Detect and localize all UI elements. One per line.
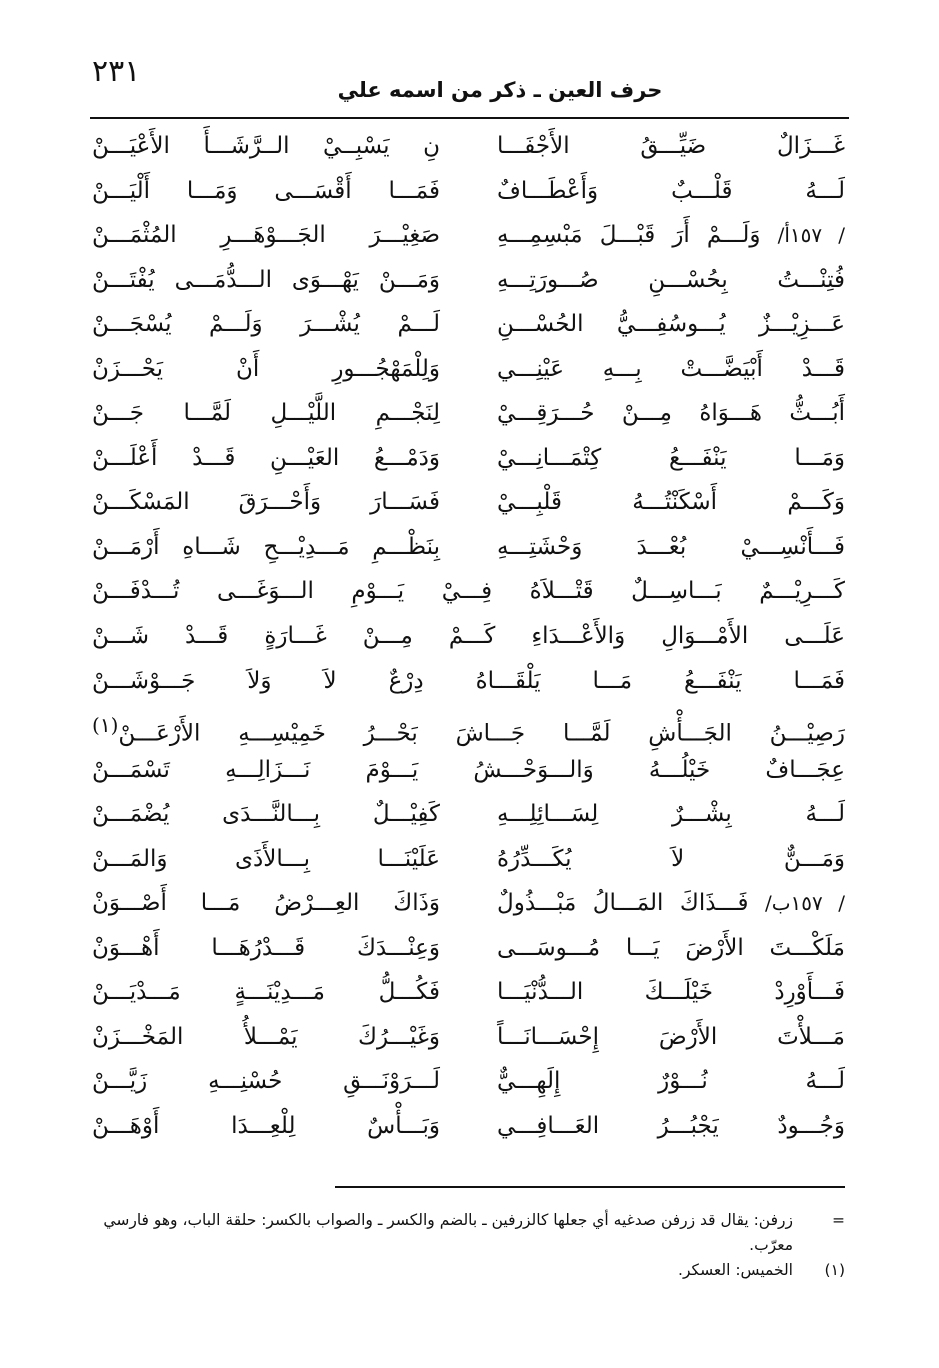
footnote — [90, 1208, 845, 1258]
first-hemistich — [497, 970, 845, 1014]
second-hemistich: صَغِيْـــرَ الجَـــوْهَـــرِ المُثْمَـــنْ — [92, 222, 440, 249]
verse-line — [92, 169, 845, 214]
second-hemistich: وَمَـــنْ يَهْـــوَى الـــدُّمَـــى يُفْتَـــنْ — [92, 266, 440, 293]
verse-line — [92, 480, 845, 525]
first-hemistich-text: فَـــأَوْرِدْ خَيْلَـــكَ الـــدُّنْيَـــا — [497, 979, 845, 1006]
second-hemistich: بِنَظْـــمِ مَـــدِيْـــحِ شَـــاهِ أَرْمَـــنْ — [92, 533, 440, 560]
first-hemistich-text: وَمَـــنٌّ لاَ يُكَـــدِّرُهُ — [497, 845, 845, 872]
second-hemistich: فَسَـــارَ وَأَحْـــرَقَ المَسْكَـــنْ — [92, 489, 440, 516]
header-rule — [90, 117, 849, 119]
folio-marker: / ١٥٧أ/ — [777, 223, 845, 248]
page-number: ٢٣١ — [92, 54, 141, 89]
first-hemistich-text: فَـــأَنْسِـــيْ بُعْـــدَ وَحْشَتِـــهِ — [497, 533, 845, 560]
verse-line — [92, 124, 845, 169]
first-hemistich-text: مَلَكْـــتَ الأَرْضَ يَـــا مُـــوسَـــى — [497, 934, 845, 961]
verse-line — [92, 436, 845, 481]
first-hemistich-text: وَكَـــمْ أَسْكَنْتُـــهُ قَلْبِـــيْ — [497, 489, 845, 516]
first-hemistich-text: أَبُـــثُّ هَـــوَاهُ مِـــنْ حُـــرَقِـــيْ — [497, 400, 845, 427]
first-hemistich-text: فُتِنْـــتُ بِحُسْـــنِ صُـــورَتِـــهِ — [497, 266, 845, 293]
verse-full-line: عِجَـــافٌ خَيْلُـــهُ وَالـــوَحْـــشُ يَـــوْمَ نَـــزَالِـــهِ تَسْمَـــنْ — [92, 756, 845, 783]
first-hemistich-text: مَـــلأْتَ الأَرْضَ إِحْسَـــانَـــاً — [497, 1023, 845, 1050]
first-hemistich — [497, 258, 845, 302]
first-hemistich-text: وَلَـــمْ أَرَ قَبْـــلَ مَبْسِمِـــهِ — [497, 222, 761, 249]
verse-line — [92, 837, 845, 882]
verse-line — [92, 213, 845, 258]
verse-line — [92, 659, 845, 704]
first-hemistich — [497, 213, 845, 257]
second-hemistich: لَـــمْ يُشْـــرَ وَلَـــمْ يُسْجَـــنْ — [92, 311, 440, 338]
second-hemistich: كَفِيْـــلٌ بِـــالنَّـــدَى يُضْمَـــنْ — [92, 801, 440, 828]
verse-full-line: فَمَـــا يَنْفَـــعُ مَـــا يَلْقَـــاهُ دِرْعٌ لاَ وَلاَ جَـــوْشَـــنْ — [92, 667, 845, 694]
first-hemistich — [497, 302, 845, 346]
second-hemistich: وَدَمْـــعُ العَيْـــنِ قَـــدْ أَعْلَـــنْ — [92, 444, 440, 471]
verse-full-line: عَلَـــى الأَمْـــوَالِ وَالأَعْـــدَاءِ كَـــمْ مِـــنْ غَـــارَةٍ قَـــدْ شَـــنْ — [92, 623, 845, 650]
verse-line — [92, 302, 845, 347]
first-hemistich — [497, 347, 845, 391]
verse-line — [92, 703, 845, 748]
first-hemistich-text: لَـــهُ قَلْـــبٌ وَأَعْطَـــافٌ — [497, 177, 845, 204]
folio-marker: / ١٥٧ب/ — [764, 891, 846, 916]
second-hemistich: وَلِلْمَهْجُـــورِ أَنْ يَحْـــزَنْ — [92, 355, 440, 382]
verse-line — [92, 1104, 845, 1149]
verse-line — [92, 926, 845, 971]
verse-line — [92, 1015, 845, 1060]
verse-line — [92, 792, 845, 837]
verse-line — [92, 1059, 845, 1104]
verse-full-line: رَصِيْـــنُ الجَـــأْشِ لَمَّـــا جَـــاشَ بَحْـــرُ خَمِيْسِـــهِ الأَرْعَـــنْ$^{(١)}$ — [92, 713, 845, 747]
verse-line — [92, 258, 845, 303]
second-hemistich: فَكُـــلُّ مَـــدِيْنَـــةٍ مَـــدْيَـــنْ — [92, 979, 440, 1006]
second-hemistich: وَعِنْـــدَكَ قَـــدْرُهَـــا أَهْـــوَنْ — [92, 934, 440, 961]
first-hemistich-text: قَـــدْ أَبْيَضَّـــتْ بِـــهِ عَيْنِـــي — [497, 355, 845, 382]
first-hemistich — [497, 1015, 845, 1059]
first-hemistich-text: لَـــهُ نُـــوْرٌ إِلَهِـــيٌّ — [497, 1068, 845, 1095]
first-hemistich-text: وَمَـــا يَنْفَـــعُ كِتْمَـــانِـــيْ — [497, 444, 845, 471]
verse-line — [92, 391, 845, 436]
footnote-text: الخميس: العسكر. — [678, 1261, 793, 1279]
second-hemistich: فَمَـــا أَقْسَـــى وَمَـــا أَلْيَـــنْ — [92, 177, 440, 204]
second-hemistich: عَلَيْنَـــا بِـــالأَذَى وَالمَـــنْ — [92, 845, 440, 872]
first-hemistich — [497, 525, 845, 569]
footnote-mark: = — [832, 1211, 845, 1229]
verse-line — [92, 970, 845, 1015]
verse-full-line: كَـــرِيْـــمٌ بَـــاسِـــلٌ قَتْـــلاَهُ فِـــيْ يَـــوْمِ الـــوَغَـــى تُـــدْفَـــنْ — [92, 578, 845, 605]
first-hemistich — [497, 792, 845, 836]
footnote-rule — [335, 1186, 845, 1188]
first-hemistich — [497, 436, 845, 480]
first-hemistich — [497, 480, 845, 524]
footnote-mark: (١) — [824, 1261, 845, 1279]
first-hemistich — [497, 926, 845, 970]
verse-line — [92, 347, 845, 392]
second-hemistich: وَذَاكَ العِـــرْضُ مَـــا أَصْـــوَنْ — [92, 890, 440, 917]
second-hemistich: لَـــرَوْنَـــقِ حُسْنِـــهِ زَيَّـــنْ — [92, 1068, 440, 1095]
first-hemistich — [497, 1104, 845, 1148]
first-hemistich-text: غَـــزَالٌ ضَيِّـــقُ الأَجْفَـــا — [497, 133, 845, 159]
running-head: حرف العين ـ ذكر من اسمه علي — [337, 78, 663, 102]
first-hemistich — [497, 124, 845, 168]
footnote-reference: (١) — [92, 713, 119, 738]
first-hemistich-text: فَـــذَاكَ المَـــالُ مَبْـــذُولٌ — [497, 890, 749, 917]
verse-line — [92, 614, 845, 659]
first-hemistich — [497, 169, 845, 213]
poem — [92, 124, 845, 1149]
first-hemistich — [497, 837, 845, 881]
verse-line — [92, 525, 845, 570]
second-hemistich: وَغَيْـــرُكَ يَمْـــلأُ المَخْـــزَنْ — [92, 1023, 440, 1050]
second-hemistich: وَبَـــأْسٌ لِلْعِـــدَا أَوْهَـــنْ — [92, 1113, 440, 1140]
verse-line — [92, 569, 845, 614]
verse-line — [92, 881, 845, 926]
footnote — [90, 1258, 845, 1283]
first-hemistich — [497, 1059, 845, 1103]
first-hemistich-text: وَجُـــودٌ يَجْبُـــرُ العَـــافِـــي — [497, 1113, 845, 1140]
first-hemistich-text: لَـــهُ بِشْـــرٌ لِسَـــائِلِـــهِ — [497, 801, 845, 828]
first-hemistich — [497, 881, 845, 925]
verse-line — [92, 748, 845, 793]
first-hemistich-text: عَـــزِيْـــزٌ يُـــوسُفِـــيُّ الحُسْـــنِ — [497, 311, 845, 338]
footnotes — [90, 1208, 845, 1283]
second-hemistich: نِ يَسْبِــيْ الــرَّشَـــأَ الأَعْيَـــنْ — [92, 133, 440, 159]
footnote-text: زرفن: يقال قد زرفن صدغيه أي جعلها كالزرفين ـ بالضم والكسر ـ والصواب بالكسر: حلقة الباب، وهو فارسي معرّب. — [103, 1211, 793, 1254]
first-hemistich — [497, 391, 845, 435]
second-hemistich: لِنَجْـــمِ اللَّيْـــلِ لَمَّـــا جَـــنْ — [92, 400, 440, 427]
